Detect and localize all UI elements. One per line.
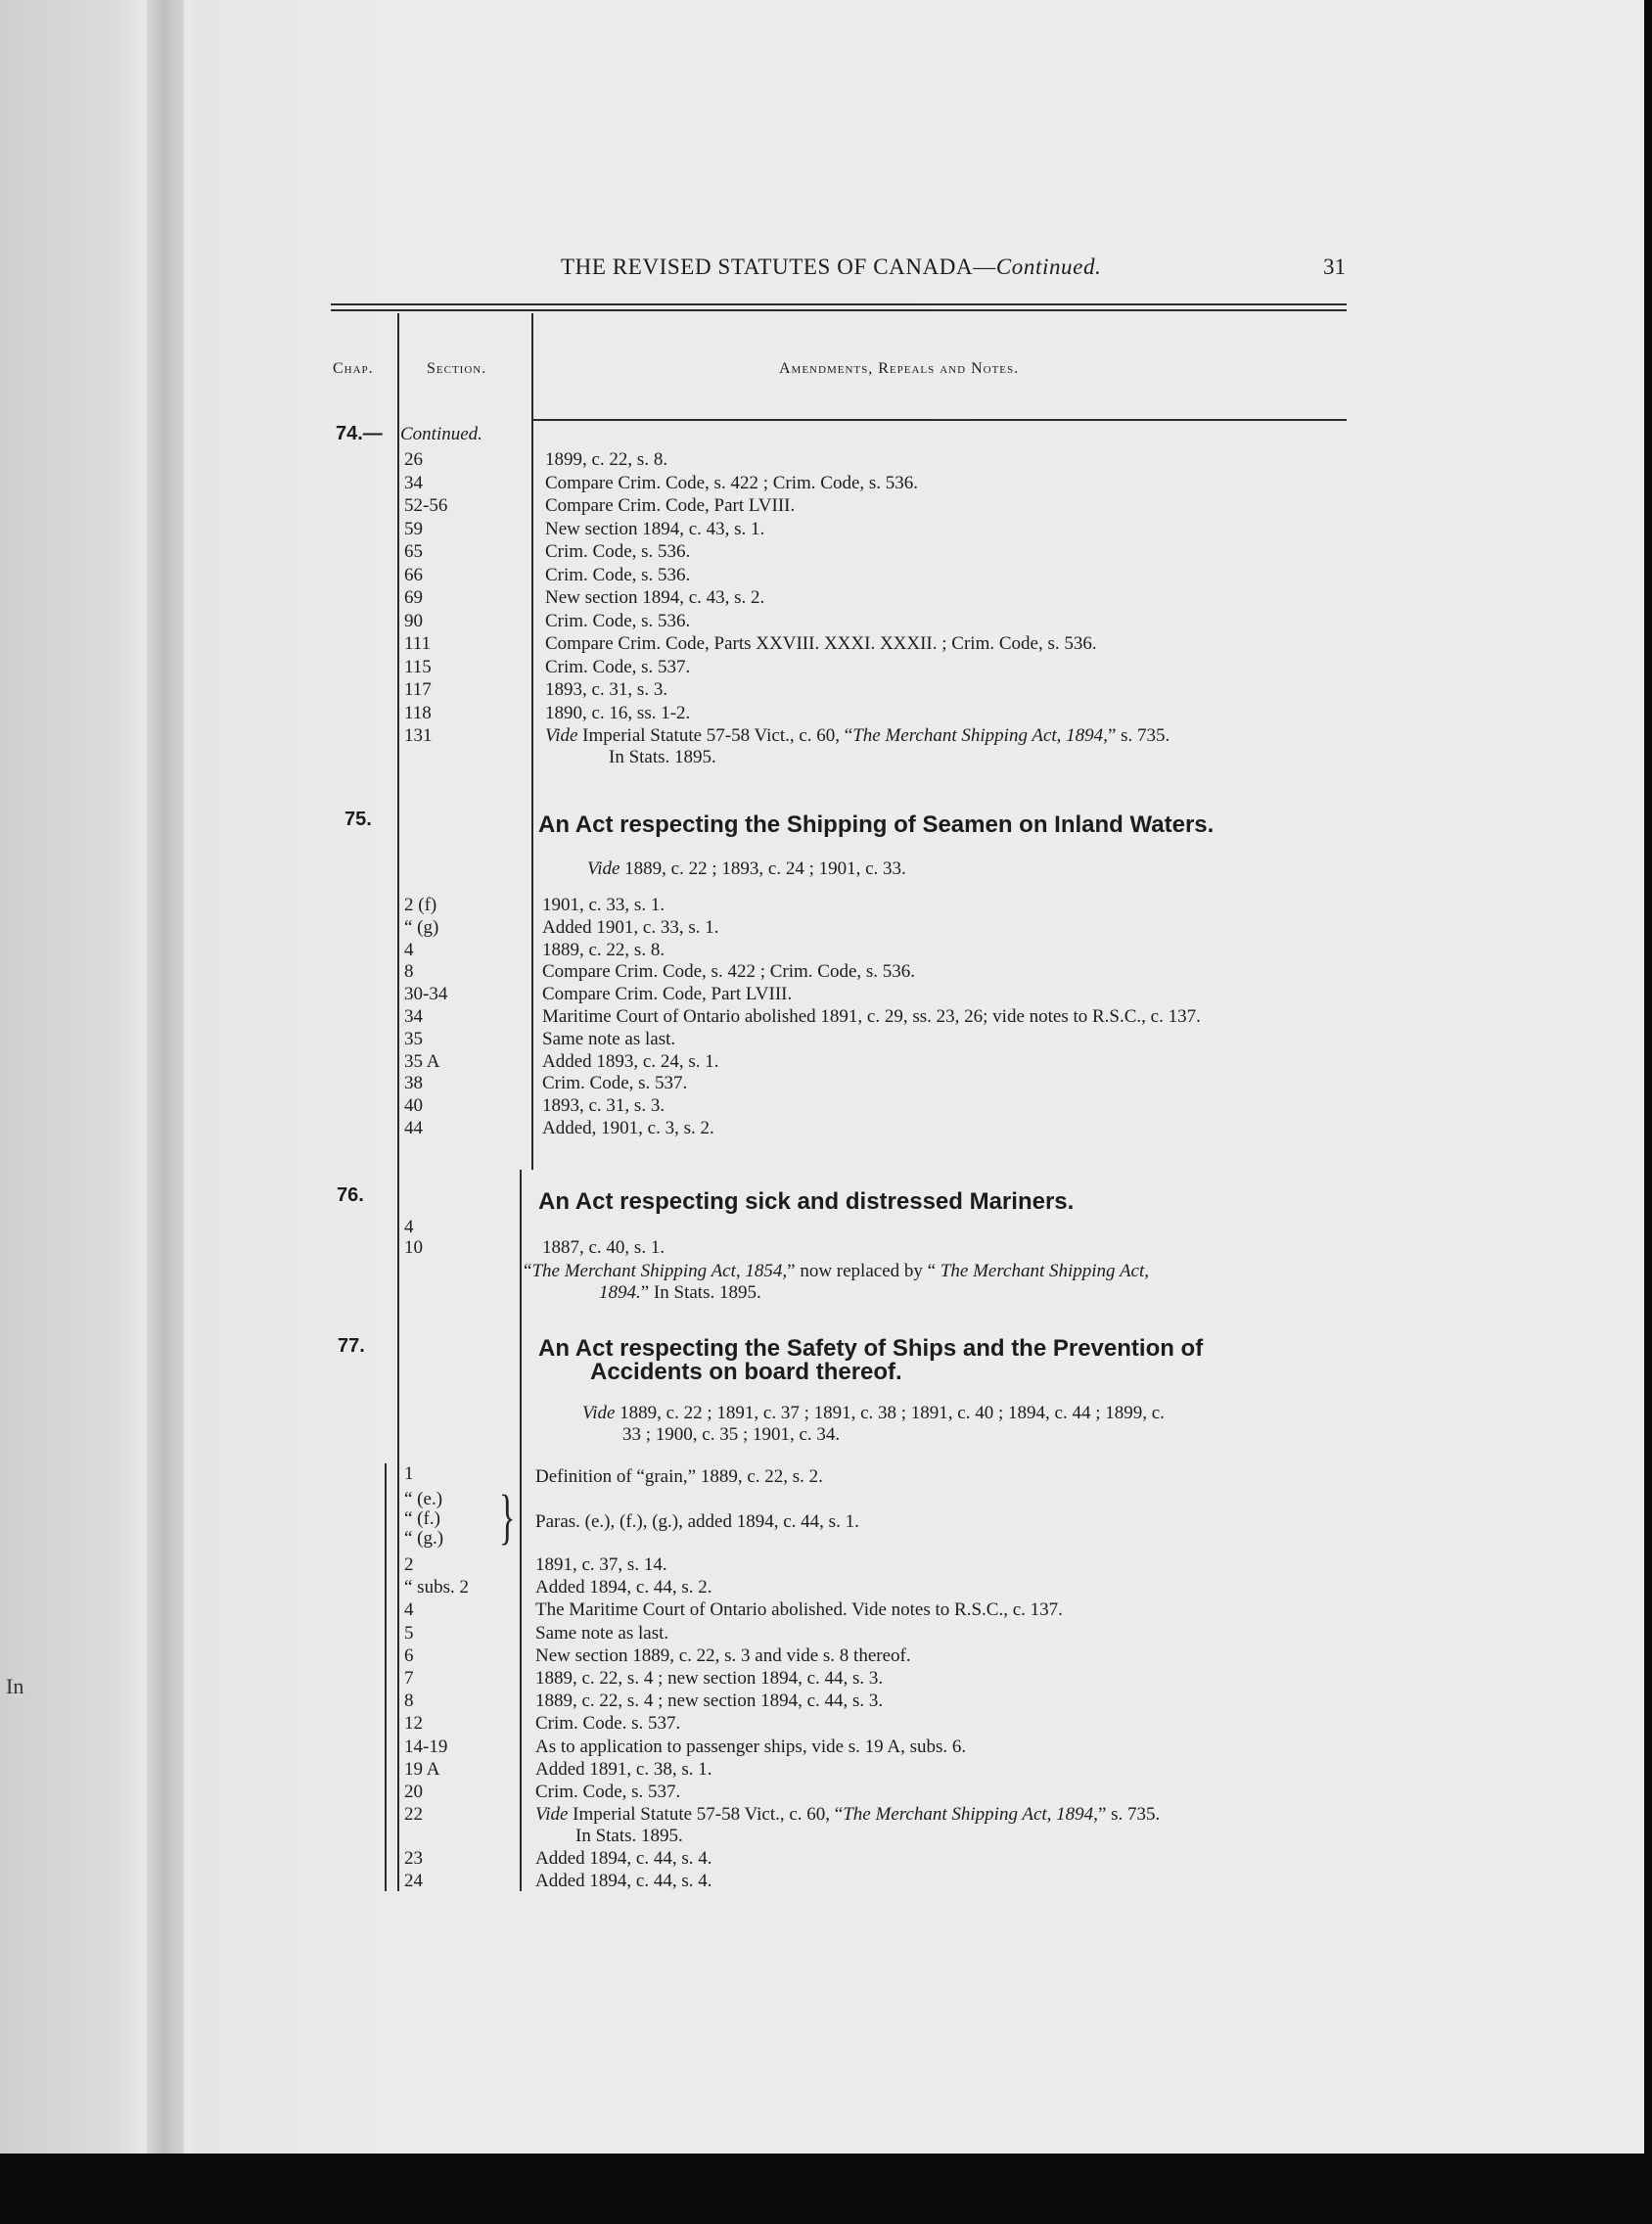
- section-number: 20: [404, 1782, 423, 1802]
- note-part: Imperial Statute 57-58 Vict., c. 60, “: [568, 1804, 844, 1825]
- section-number: “ (f.): [404, 1508, 440, 1529]
- section-number: 22: [404, 1804, 423, 1825]
- note-text: 1889, c. 22, s. 4 ; new section 1894, c. 44, s. 3.: [535, 1691, 884, 1712]
- chapter-77-references: [582, 1403, 1165, 1424]
- section-number: 4: [404, 939, 414, 960]
- act-title-italic: The Merchant Shipping Act, 1854,: [531, 1261, 788, 1281]
- note-text: Added 1891, c. 38, s. 1.: [535, 1758, 712, 1780]
- section-number: “ (e.): [404, 1489, 443, 1509]
- section-number: 118: [404, 702, 432, 723]
- note-text: Crim. Code, s. 537.: [545, 656, 691, 677]
- section-number: 59: [404, 518, 423, 539]
- column-heading-section: Section.: [427, 360, 487, 377]
- heading-rule: [533, 419, 1347, 421]
- right-brace: }: [499, 1484, 516, 1551]
- chapter-number-76: 76.: [337, 1184, 364, 1206]
- scan-border-right: [1644, 0, 1652, 2224]
- chapter-75-references: [587, 858, 906, 880]
- note-text: Crim. Code, s. 536.: [545, 610, 691, 631]
- note-text: 1893, c. 31, s. 3.: [545, 679, 668, 700]
- chapter-number-77: 77.: [338, 1335, 365, 1357]
- section-number: 52-56: [404, 495, 448, 516]
- note-text: 1901, c. 33, s. 1.: [542, 895, 665, 915]
- reference-list: 1889, c. 22 ; 1891, c. 37 ; 1891, c. 38 ; 1891, c. 40 ; 1894, c. 44 ; 1899, c.: [615, 1403, 1165, 1423]
- chapter-number-74: 74.—: [336, 423, 383, 444]
- note-text: [524, 1261, 1149, 1282]
- vide-word: Vide: [582, 1403, 616, 1423]
- note-text: Added 1894, c. 44, s. 2.: [535, 1577, 712, 1598]
- note-text: Compare Crim. Code, Part LVIII.: [542, 984, 793, 1005]
- note-text: Crim. Code, s. 537.: [542, 1073, 688, 1094]
- section-number: 115: [404, 656, 432, 677]
- section-number: “ (g): [404, 916, 439, 938]
- note-text: [535, 1804, 1160, 1826]
- section-number: 26: [404, 449, 423, 470]
- note-text: As to application to passenger ships, vide s. 19 A, subs. 6.: [535, 1736, 967, 1757]
- note-text: 1899, c. 22, s. 8.: [545, 449, 668, 470]
- notes-column-rule-lower: [520, 1170, 522, 1891]
- section-number: 8: [404, 1691, 414, 1712]
- section-number: 2 (f): [404, 895, 437, 915]
- section-number: “ (g.): [404, 1528, 444, 1549]
- note-text: Paras. (e.), (f.), (g.), added 1894, c. 44, s. 1.: [535, 1511, 859, 1532]
- section-number: 35 A: [404, 1050, 440, 1072]
- section-number: 69: [404, 587, 423, 608]
- section-number: 131: [404, 725, 433, 746]
- reference-list: 1889, c. 22 ; 1893, c. 24 ; 1901, c. 33.: [620, 858, 906, 879]
- note-continuation: In Stats. 1895.: [609, 747, 716, 767]
- note-text: 1893, c. 31, s. 3.: [542, 1095, 665, 1117]
- note-text: Crim. Code, s. 536.: [545, 541, 691, 562]
- top-rule: [331, 303, 1347, 305]
- vide-word: Vide: [587, 858, 620, 879]
- vide-word: Vide: [535, 1804, 569, 1825]
- note-part: “: [524, 1261, 532, 1281]
- note-text: Crim. Code, s. 537.: [535, 1782, 681, 1802]
- note-part: Imperial Statute 57-58 Vict., c. 60, “: [577, 725, 853, 746]
- act-title-italic: The Merchant Shipping Act,: [940, 1261, 1150, 1281]
- section-number: 5: [404, 1622, 414, 1644]
- section-number: 19 A: [404, 1758, 440, 1780]
- note-continuation: [599, 1282, 761, 1304]
- section-number: 23: [404, 1848, 423, 1869]
- section-number: 2: [404, 1554, 414, 1575]
- note-text: Added 1894, c. 44, s. 4.: [535, 1848, 712, 1869]
- chapter-75-title: An Act respecting the Shipping of Seamen on Inland Waters.: [538, 811, 1215, 838]
- vide-word: Vide: [545, 725, 578, 746]
- note-text: Maritime Court of Ontario abolished 1891, c. 29, ss. 23, 26; vide notes to R.S.C., c. 137.: [542, 1006, 1201, 1027]
- note-text: Same note as last.: [535, 1622, 669, 1644]
- section-number: “ subs. 2: [404, 1577, 469, 1598]
- running-head: [561, 255, 1101, 280]
- top-rule-second: [331, 309, 1347, 311]
- margin-fragment-text: In: [6, 1674, 24, 1698]
- note-part: ” s. 735.: [1097, 1804, 1161, 1825]
- section-number: 30-34: [404, 984, 448, 1005]
- book-gutter-shadow: [147, 0, 184, 2154]
- section-number: 65: [404, 541, 423, 562]
- section-number: 6: [404, 1645, 414, 1666]
- section-number: 4: [404, 1217, 414, 1237]
- act-title-italic: The Merchant Shipping Act, 1894,: [852, 725, 1108, 746]
- note-text: Same note as last.: [542, 1028, 676, 1049]
- note-text: Crim. Code, s. 536.: [545, 564, 691, 585]
- section-number: 34: [404, 1006, 423, 1027]
- running-head-title: THE REVISED STATUTES OF CANADA—: [561, 255, 996, 279]
- chapter-number-75: 75.: [344, 809, 372, 830]
- section-number: 66: [404, 564, 423, 585]
- section-number: 7: [404, 1668, 414, 1689]
- section-number: 10: [404, 1237, 423, 1258]
- page-number: 31: [1323, 255, 1346, 279]
- note-text: New section 1889, c. 22, s. 3 and vide s. 8 thereof.: [535, 1645, 911, 1666]
- section-number: 90: [404, 610, 423, 631]
- act-title-italic: 1894.: [599, 1282, 641, 1303]
- note-text: New section 1894, c. 43, s. 1.: [545, 518, 765, 539]
- note-text: Compare Crim. Code, s. 422 ; Crim. Code, s. 536.: [542, 961, 916, 983]
- section-number: 38: [404, 1073, 423, 1094]
- continued-label: Continued.: [400, 424, 482, 444]
- note-text: Crim. Code. s. 537.: [535, 1713, 681, 1735]
- note-text: 1890, c. 16, ss. 1-2.: [545, 702, 691, 723]
- note-text: [545, 725, 1170, 747]
- note-text: New section 1894, c. 43, s. 2.: [545, 587, 765, 608]
- section-number: 117: [404, 679, 432, 700]
- note-text: The Maritime Court of Ontario abolished. Vide notes to R.S.C., c. 137.: [535, 1599, 1063, 1621]
- note-part: ” s. 735.: [1107, 725, 1170, 746]
- note-text: Added 1901, c. 33, s. 1.: [542, 916, 719, 938]
- note-text: Added 1894, c. 44, s. 4.: [535, 1871, 712, 1891]
- section-number: 8: [404, 961, 414, 983]
- section-number: 35: [404, 1028, 423, 1049]
- note-text: Compare Crim. Code, s. 422 ; Crim. Code, s. 536.: [545, 472, 919, 493]
- column-heading-notes: Amendments, Repeals and Notes.: [779, 360, 1020, 377]
- note-text: Definition of “grain,” 1889, c. 22, s. 2.: [535, 1466, 823, 1487]
- note-text: Added 1893, c. 24, s. 1.: [542, 1050, 719, 1072]
- running-head-continued: Continued.: [995, 255, 1102, 279]
- column-heading-chap: Chap.: [333, 360, 374, 377]
- note-text: 1889, c. 22, s. 8.: [542, 939, 665, 960]
- note-text: 1891, c. 37, s. 14.: [535, 1554, 667, 1575]
- chapter-77-title-line2: Accidents on board thereof.: [590, 1359, 902, 1385]
- scan-border-bottom: [0, 2154, 1652, 2224]
- section-number: 24: [404, 1871, 423, 1891]
- chapter-77-references-line2: 33 ; 1900, c. 35 ; 1901, c. 34.: [622, 1424, 841, 1445]
- section-column-rule: [397, 313, 399, 1891]
- section-number: 1: [404, 1463, 414, 1484]
- chapter-76-title: An Act respecting sick and distressed Mariners.: [538, 1188, 1075, 1215]
- note-text: 1889, c. 22, s. 4 ; new section 1894, c. 44, s. 3.: [535, 1668, 884, 1689]
- section-number: 14-19: [404, 1736, 448, 1757]
- section-number: 40: [404, 1095, 423, 1117]
- chapter-77-title: An Act respecting the Safety of Ships and the Prevention of: [538, 1335, 1204, 1362]
- section-number: 12: [404, 1713, 423, 1735]
- note-text: Compare Crim. Code, Part LVIII.: [545, 495, 796, 516]
- note-text: Compare Crim. Code, Parts XXVIII. XXXI. XXXII. ; Crim. Code, s. 536.: [545, 633, 1097, 654]
- note-continuation: In Stats. 1895.: [575, 1826, 683, 1846]
- notes-column-rule: [531, 313, 533, 1170]
- section-number: 34: [404, 472, 423, 493]
- note-part: ” now replaced by “: [787, 1261, 941, 1281]
- section-number: 111: [404, 633, 432, 654]
- section-number: 4: [404, 1599, 414, 1621]
- note-part: ” In Stats. 1895.: [640, 1282, 761, 1303]
- section-number: 44: [404, 1118, 423, 1138]
- act-title-italic: The Merchant Shipping Act, 1894,: [843, 1804, 1098, 1825]
- note-text: Added, 1901, c. 3, s. 2.: [542, 1118, 714, 1138]
- ch77-section-rule: [385, 1463, 387, 1891]
- note-text: 1887, c. 40, s. 1.: [542, 1237, 665, 1258]
